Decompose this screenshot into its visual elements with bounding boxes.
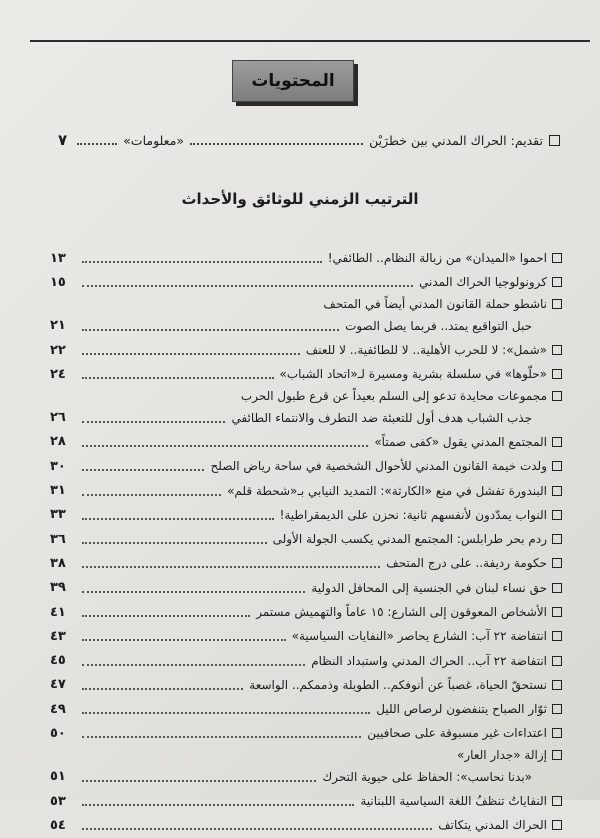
dot-leader — [82, 664, 305, 666]
toc-entry — [50, 338, 562, 362]
checkbox-square-icon — [552, 391, 562, 401]
checkbox-square-icon — [552, 750, 562, 760]
toc-page-number: ٢٤ — [50, 366, 66, 382]
checkbox-square-icon — [552, 631, 562, 641]
toc-entry — [50, 246, 562, 270]
checkbox-square-icon — [552, 534, 562, 544]
contents-title: المحتويات — [251, 71, 335, 91]
toc-page-number: ٤١ — [50, 604, 66, 620]
intro-by: «معلومات» — [123, 132, 185, 148]
checkbox-square-icon — [552, 704, 562, 714]
toc-page-number: ٢٦ — [50, 410, 66, 426]
toc-entry-title: الأشخاص المعوقون إلى الشارع: ١٥ عاماً والتهميش مستمر — [256, 605, 547, 619]
checkbox-square-icon — [552, 461, 562, 471]
toc-entry-title: حق نساء لبنان في الجنسية إلى المحافل الدولية — [311, 580, 547, 595]
toc-entry — [50, 746, 562, 765]
top-rule — [30, 40, 590, 42]
toc-entry — [50, 454, 562, 478]
toc-entry-title: اعتداءات غير مسبوقة على صحافيين — [367, 726, 547, 741]
toc-entry — [50, 430, 562, 454]
toc-entry — [50, 478, 562, 502]
toc-page-number: ٣٩ — [50, 580, 66, 596]
toc-entry-title: حكومة رديفة.. على درج المتحف — [386, 556, 547, 571]
toc-entry-title: كرونولوجيا الحراك المدني — [419, 275, 547, 290]
toc-entry — [50, 405, 562, 429]
dot-leader — [82, 542, 267, 544]
checkbox-square-icon — [552, 277, 562, 287]
toc-page-number: ٥١ — [50, 769, 66, 785]
toc-page-number: ٣٨ — [50, 555, 66, 571]
checkbox-square-icon — [552, 486, 562, 496]
checkbox-square-icon — [552, 510, 562, 520]
toc-page-number: ٤٧ — [50, 677, 66, 693]
toc-page-number: ٤٣ — [50, 628, 66, 644]
toc-entry-title: «شمل»: لا للحرب الأهلية.. لا للطائفية.. لا للعنف — [305, 343, 547, 358]
dot-leader — [82, 494, 221, 496]
toc-page-number: ٣٣ — [50, 507, 66, 523]
dot-leader — [77, 143, 117, 145]
toc-entry — [50, 362, 562, 386]
dot-leader — [82, 639, 286, 641]
toc-page-number: ١٣ — [50, 250, 66, 266]
dot-leader — [82, 261, 322, 263]
toc-entry — [50, 648, 562, 672]
intro-text: تقديم: الحراك المدني بين خطرَيْن — [369, 132, 543, 148]
dot-leader — [82, 736, 361, 738]
checkbox-square-icon — [552, 728, 562, 738]
toc-entry-title: ناشطو حملة القانون المدني أيضاً في المتحف — [323, 297, 547, 312]
toc-entry-title: المجتمع المدني يقول «كفى صمتاً» — [374, 434, 547, 449]
toc-page-number: ٢٨ — [50, 434, 66, 450]
toc-entry — [50, 600, 562, 624]
toc-entry-title: «بدنا نحاسب»: الحفاظ على حيوية التحرك — [322, 769, 532, 784]
toc-entry — [50, 386, 562, 405]
dot-leader — [82, 518, 274, 520]
toc-entry-title: مجموعات محايدة تدعو إلى السلم بعيداً عن قرع طبول الحرب — [240, 388, 547, 403]
toc-entry-title: ردم بحر طرابلس: المجتمع المدني يكسب الجولة الأولى — [272, 532, 547, 547]
checkbox-square-icon — [552, 253, 562, 263]
toc-page-number: ٣١ — [50, 483, 66, 499]
toc-list — [50, 246, 562, 838]
dot-leader — [82, 591, 305, 593]
section-heading: الترتيب الزمني للوثائق والأحداث — [181, 190, 419, 208]
toc-entry — [50, 673, 562, 697]
toc-entry — [50, 697, 562, 721]
toc-entry-title: حبل التواقيع يمتد.. فربما يصل الصوت — [345, 318, 532, 333]
checkbox-square-icon — [552, 796, 562, 806]
toc-page-number: ١٥ — [50, 274, 66, 290]
toc-page-number: ٢٢ — [50, 342, 66, 358]
dot-leader — [82, 445, 368, 447]
toc-entry — [50, 721, 562, 745]
toc-entry-title: نستحقّ الحياة، غصباً عن أنوفكم.. الطويلة وذممكم.. الواسعة — [249, 677, 547, 692]
checkbox-square-icon — [552, 558, 562, 568]
toc-entry — [50, 789, 562, 813]
toc-page-number: ٤٥ — [50, 653, 66, 669]
dot-leader — [82, 780, 316, 782]
toc-entry-title: النواب يمدّدون لأنفسهم ثانية: نحزن على الديمقراطية! — [279, 507, 547, 522]
checkbox-square-icon — [552, 583, 562, 593]
toc-page-number: ٤٩ — [50, 701, 66, 717]
toc-page-number: ٥٣ — [50, 793, 66, 809]
toc-entry-title: إزالة «جدار العار» — [457, 748, 547, 763]
toc-page-number: ٣٦ — [50, 531, 66, 547]
toc-page-number: ٣٠ — [50, 458, 66, 474]
toc-entry — [50, 295, 562, 314]
toc-entry — [50, 527, 562, 551]
toc-entry-title: الحراك المدني يتكاتف — [438, 818, 547, 833]
dot-leader — [82, 804, 354, 806]
toc-page-number: ٥٠ — [50, 725, 66, 741]
toc-entry — [50, 503, 562, 527]
checkbox-square-icon — [552, 369, 562, 379]
dot-leader — [190, 143, 363, 145]
contents-title-box — [232, 60, 354, 102]
checkbox-square-icon — [552, 345, 562, 355]
checkbox-square-icon — [552, 607, 562, 617]
toc-entry-title: «حلّوها» في سلسلة بشرية ومسيرة لـ«اتحاد الشباب» — [279, 367, 547, 382]
dot-leader — [82, 329, 339, 331]
dot-leader — [82, 712, 370, 714]
toc-entry-title: ولدت خيمة القانون المدني للأحوال الشخصية في ساحة رياض الصلح — [210, 459, 547, 474]
toc-entry — [50, 576, 562, 600]
dot-leader — [82, 469, 204, 471]
toc-entry-title: ثوّار الصباح يتنفضون لرصاص الليل — [376, 702, 547, 717]
toc-entry-title: جذب الشباب هدف أول للتعبئة ضد التطرف والانتماء الطائفي — [231, 410, 532, 425]
dot-leader — [82, 828, 432, 830]
toc-entry — [50, 813, 562, 837]
dot-leader — [82, 285, 413, 287]
dot-leader — [82, 615, 250, 617]
toc-page-number: ٢١ — [50, 318, 66, 334]
toc-entry — [50, 270, 562, 294]
dot-leader — [82, 566, 380, 568]
checkbox-square-icon — [549, 135, 560, 146]
toc-page-number: ٥٤ — [50, 817, 66, 833]
intro-page-number: ٧ — [58, 131, 68, 149]
intro-entry — [58, 128, 560, 152]
toc-entry — [50, 624, 562, 648]
toc-entry — [50, 551, 562, 575]
checkbox-square-icon — [552, 820, 562, 830]
checkbox-square-icon — [552, 437, 562, 447]
toc-entry-title: النفاياتُ تنظفُ اللغة السياسية اللبنانية — [360, 794, 547, 809]
dot-leader — [82, 421, 225, 423]
toc-entry-title: البندورة تفشل في منع «الكارثة»: التمديد النيابي بـ«شحطة قلم» — [227, 483, 547, 498]
dot-leader — [82, 377, 274, 379]
toc-entry-title: انتفاضة ٢٢ آب.. الحراك المدني واستبداد النظام — [311, 653, 547, 668]
checkbox-square-icon — [552, 656, 562, 666]
toc-entry-title: احموا «الميدان» من زبالة النظام.. الطائفي! — [327, 251, 547, 266]
dot-leader — [82, 688, 243, 690]
dot-leader — [82, 353, 300, 355]
checkbox-square-icon — [552, 680, 562, 690]
toc-entry-title: انتفاضة ٢٢ آب: الشارع يحاصر «النفايات السياسية» — [291, 629, 547, 644]
toc-entry — [50, 765, 562, 789]
toc-entry — [50, 314, 562, 338]
checkbox-square-icon — [552, 299, 562, 309]
